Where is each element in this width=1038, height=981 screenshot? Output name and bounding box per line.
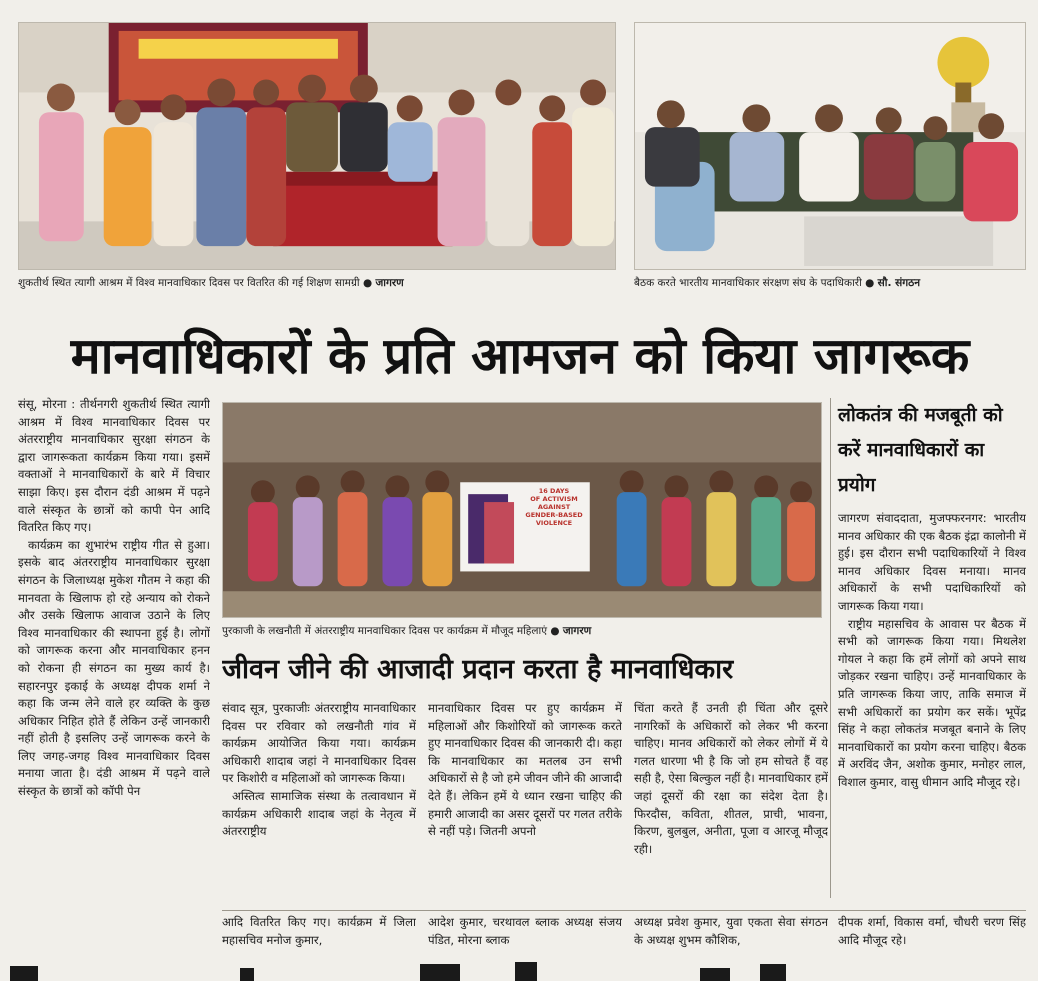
meeting-photo-image [635, 23, 1025, 269]
photo-credit: जागरण [375, 277, 404, 289]
strip-col-1: आदि वितरित किए गए। कार्यक्रम में जिला महासचिव मनोज कुमार, [222, 915, 416, 947]
center-story-col-3 [634, 700, 828, 910]
banner-line-4: GENDER-BASED [525, 511, 583, 519]
strip-col-4: दीपक शर्मा, विकास वर्मा, चौधरी चरण सिंह आदि मौजूद रहे। [838, 915, 1026, 947]
strip-divider [222, 910, 1026, 911]
center-story-col-2 [428, 700, 622, 910]
left-story-para-2: कार्यक्रम का शुभारंभ राष्ट्रीय गीत से हुआ। इसके बाद अंतरराष्ट्रीय मानवाधिकार सुरक्षा संगठन के जिलाध्यक्ष मुकेश गौतम ने कहा की मानवता के खिलाफ हो रहे अन्याय को रोकने और उसके खिलाफ आवाज उठाने के लिए विश्व मानवाधिकार की स्थापना हुई है। लोगों को जागरूक करना और मानवाधिकार हनन को रोकना ही संगठन का मुख्य कार्य है। सहारनपुर इकाई के अध्यक्ष दीपक शर्मा ने कहा कि जन्म लेने वाले हर व्यक्ति के कुछ अधिकार निहित होते हैं लेकिन उन्हें जानकारी नहीं होती है इसलिए उन्हें जागरूक करने के लिए जगह-जगह विश्व मानवाधिकार दिवस मनाया जाता है। दंडी आश्रम में पढ़ने वाले संस्कृत के छात्रों को कॉपी पेन [18, 537, 210, 799]
right-story-column [838, 510, 1026, 898]
right-story-para-1: जागरण संवाददाता, मुजफ्फरनगर: भारतीय मानव अधिकार की एक बैठक इंद्रा कालोनी में हुई। इस दौरान सभी पदाधिकारियों ने विश्व मानव अधिकार दिवस मनाया। मानव अधिकारों के सभी पदाधिकारियों को जागरूक किया गया। [838, 511, 1026, 613]
bullet-icon: ● [362, 277, 376, 289]
strip-col-2: आदेश कुमार, चरथावल ब्लाक अध्यक्ष संजय पंडित, मोरना ब्लाक [428, 915, 622, 947]
next-story-cutoff [0, 958, 1038, 981]
caption-text: पुरकाजी के लखनौती में अंतरराष्ट्रीय मानवाधिकार दिवस पर कार्यक्रम में मौजूद महिलाएं [222, 625, 548, 637]
right-column-divider [830, 398, 831, 898]
photo-credit: सौ. संगठन [877, 277, 921, 289]
photo-meeting [634, 22, 1026, 270]
center-story-headline: जीवन जीने की आजादी प्रदान करता है मानवाधिकार [222, 654, 734, 685]
caption-text: शुकतीर्थ स्थित त्यागी आश्रम में विश्व मानवाधिकार दिवस पर वितरित की गई शिक्षण सामग्री [18, 277, 360, 289]
ashram-photo-image [19, 23, 615, 269]
right-story-para-2: राष्ट्रीय महासचिव के आवास पर बैठक में सभी को जागरूक किया गया। मिथलेश गोयल ने कहा कि हमें लोगों को अपने साथ जोड़कर रखना चाहिए। उन्हें मानवाधिकार के प्रति जागरूक किया जाए, ताकि समाज में सभी अधिकारों का प्रयोग कर सकें। भूपेंद्र सिंह ने कहा लोकतंत्र मजबूत बनाने के लिए मानवाधिकारों का प्रयोग करना चाहिए। बैठक में अरविंद जैन, अशोक कुमार, मनोहर लाल, विशाल कुमार, वासु धीमान आदि मौजूद रहे। [838, 616, 1026, 789]
caption-text: बैठक करते भारतीय मानवाधिकार संरक्षण संघ के पदाधिकारी [634, 277, 862, 289]
women-event-photo-image [223, 403, 821, 617]
bullet-icon: ● [865, 277, 878, 289]
banner-line-2: OF ACTIVISM [530, 495, 578, 503]
orange-banner [523, 487, 585, 567]
caption-women-event-photo [222, 624, 822, 638]
banner-line-3: AGAINST [537, 503, 571, 511]
right-story-headline: लोकतंत्र की मजबूती को करें मानवाधिकारों का प्रयोग [838, 404, 1003, 496]
photo-women-event [222, 402, 822, 618]
bullet-icon: ● [550, 625, 563, 637]
strip-col-3: अध्यक्ष प्रवेश कुमार, युवा एकता सेवा संगठन के अध्यक्ष शुभम कौशिक, [634, 915, 828, 947]
center-col2-para: मानवाधिकार दिवस पर हुए कार्यक्रम में महिलाओं और किशोरियों को जागरूक करते हुए मानवाधिकार दिवस की जानकारी दी। कहा कि मानवाधिकार का मतलब उन सभी अधिकारों से है जो हमे जीवन जीने की आजादी देते हैं। लेकिन हमें ये ध्यान रखना चाहिए की हमारी आजादी का असर दूसरों पर गलत तरीके से नहीं पड़े। जितनी अपनो [428, 701, 622, 839]
photo-credit: जागरण [562, 625, 592, 637]
center-story-col-1 [222, 700, 416, 910]
banner-line-1: 16 DAYS [538, 487, 570, 495]
left-story-para-1: संसू, मोरना : तीर्थनगरी शुकतीर्थ स्थित त्यागी आश्रम में विश्व मानवाधिकार दिवस पर अंतरराष्ट्रीय मानवाधिकार सुरक्षा संगठन के द्वारा जागरूकता कार्यक्रम किया गया। इसमें वक्ताओं ने मानवाधिकारों के बारे में विचार साझा किए। इस दौरान दंडी आश्रम में पढ़ने वाले संस्कृत के छात्रों को कापी पेन आदि वितरित किए गए। [18, 397, 210, 535]
photo-ashram-distribution [18, 22, 616, 270]
main-headline: मानवाधिकारों के प्रति आमजन को किया जागरूक [70, 327, 970, 385]
left-story-column [18, 396, 210, 956]
cutoff-glyphs [0, 958, 1038, 981]
caption-meeting-photo [634, 276, 1026, 290]
center-col3-para: चिंता करते हैं उनती ही चिंता और दूसरे नागरिकों के अधिकारों को लेकर भी करना चाहिए। मानव अधिकारों को लेकर लोगों में ये गलत धारणा भी है कि जो हम सोचते हैं वह सही है, ऐसा बिल्कुल नहीं है। मानवाधिकार हमें जहां दूसरों की रक्षा का संदेश देता है। फिरदौस, कविता, शीतल, प्राची, भावना, किरण, बुलबुल, अनीता, पूजा व आरजू मौजूद रही। [634, 701, 828, 856]
caption-ashram-photo [18, 276, 616, 290]
center-col1-para-1: संवाद सूत्र, पुरकाजीः अंतरराष्ट्रीय मानवाधिकार दिवस पर रविवार को लखनौती गांव में कार्यक्रम आयोजित किया गया। कार्यक्रम अधिकारी शादाब जहां ने मानवाधिकार दिवस पर किशोरी व महिलाओं को जागरूक किया। [222, 701, 416, 786]
center-col1-para-2: अस्तित्व सामाजिक संस्था के तत्वावधान में कार्यक्रम अधिकारी शादाब जहां के नेतृत्व में अंतरराष्ट्रीय [222, 788, 416, 839]
banner-line-5: VIOLENCE [535, 519, 573, 527]
